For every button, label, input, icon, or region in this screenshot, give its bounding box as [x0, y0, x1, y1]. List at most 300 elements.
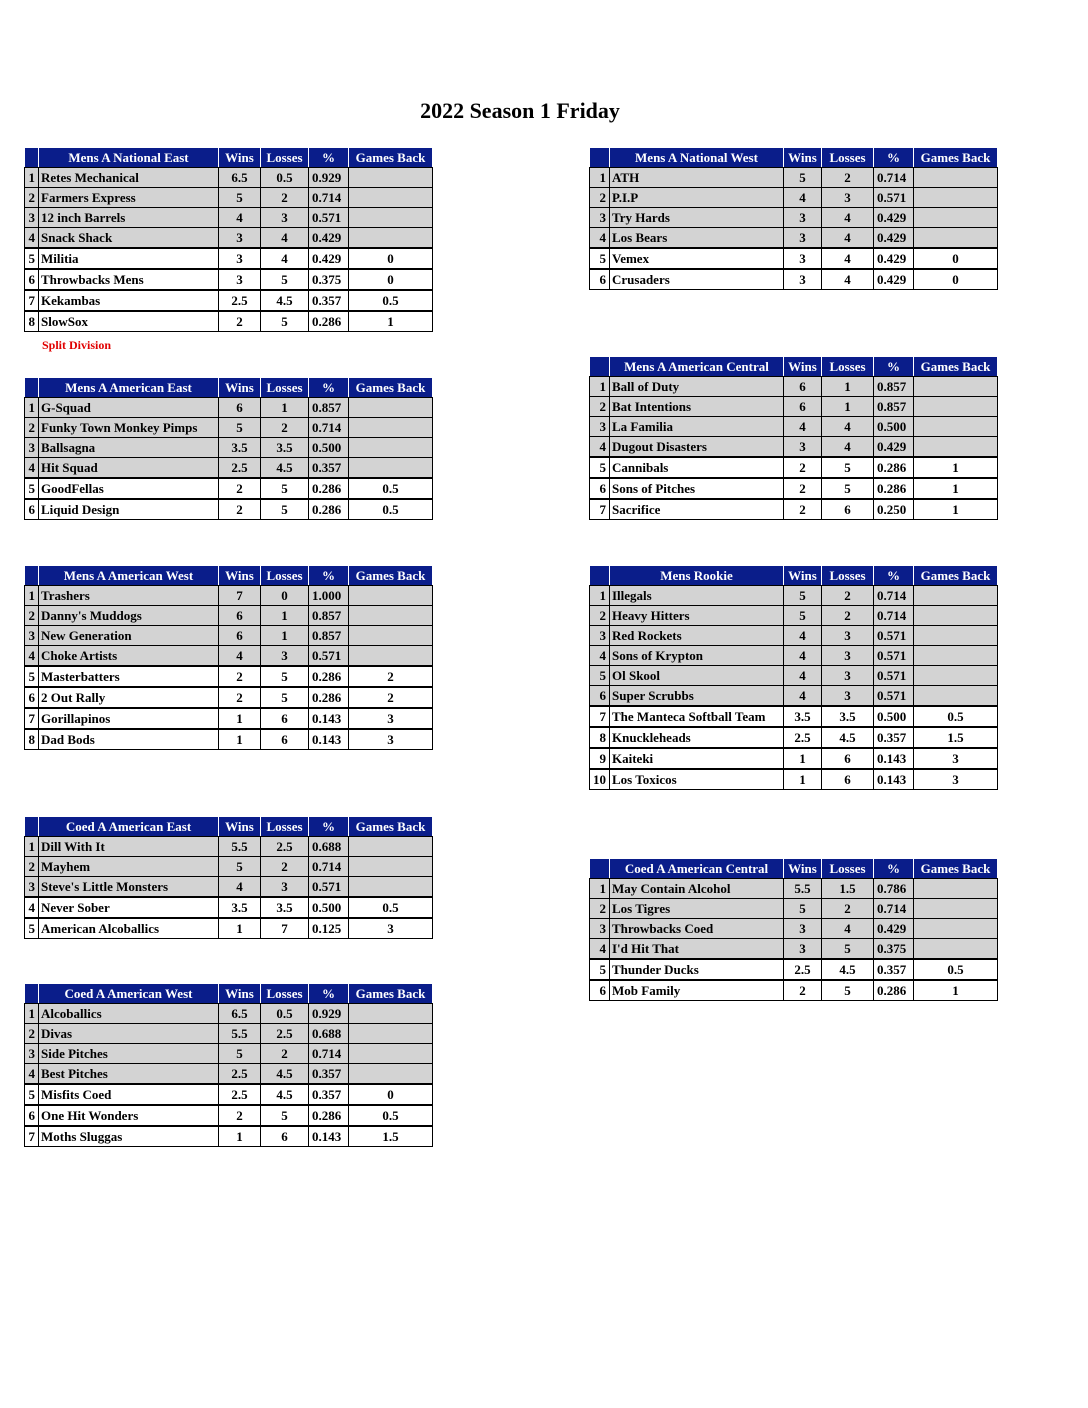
header-pct: %: [309, 566, 349, 586]
header-pct: %: [874, 357, 914, 377]
table-row: [25, 228, 433, 249]
team-losses: 5: [261, 666, 309, 687]
team-pct: 0.500: [309, 897, 349, 918]
team-rank: 8: [25, 311, 39, 332]
team-games-back: 0.5: [914, 706, 998, 727]
team-losses: 3: [822, 188, 874, 208]
header-losses: Losses: [822, 859, 874, 879]
team-pct: 0.286: [309, 687, 349, 708]
team-pct: 0.286: [309, 499, 349, 520]
team-name: New Generation: [39, 626, 219, 646]
team-games-back: 0: [914, 248, 998, 269]
standings-table-coed-a-american-central: [589, 858, 998, 1001]
team-pct: 0.714: [874, 899, 914, 919]
team-losses: 2: [822, 168, 874, 188]
team-pct: 0.286: [309, 478, 349, 499]
team-games-back: [349, 228, 433, 249]
team-name: Ol Skool: [610, 666, 784, 686]
team-wins: 4: [784, 646, 822, 666]
table-row: [25, 188, 433, 208]
team-wins: 2.5: [219, 458, 261, 479]
team-name: SlowSox: [39, 311, 219, 332]
team-losses: 2: [822, 899, 874, 919]
team-games-back: 0.5: [349, 1105, 433, 1126]
team-wins: 2.5: [784, 959, 822, 980]
team-pct: 0.688: [309, 1024, 349, 1044]
team-name: One Hit Wonders: [39, 1105, 219, 1126]
header-pct: %: [309, 148, 349, 168]
team-rank: 5: [25, 478, 39, 499]
team-name: Los Bears: [610, 228, 784, 249]
team-wins: 2.5: [219, 1064, 261, 1085]
team-losses: 1: [822, 397, 874, 417]
team-pct: 0.571: [874, 666, 914, 686]
header-games-back: Games Back: [349, 566, 433, 586]
team-rank: 1: [25, 586, 39, 606]
team-pct: 0.286: [874, 980, 914, 1001]
team-rank: 2: [590, 606, 610, 626]
team-wins: 4: [784, 188, 822, 208]
table-row: [25, 478, 433, 499]
team-wins: 3: [219, 228, 261, 249]
team-name: May Contain Alcohol: [610, 879, 784, 899]
team-games-back: [914, 939, 998, 960]
team-name: ATH: [610, 168, 784, 188]
team-wins: 1: [219, 918, 261, 939]
team-wins: 3.5: [219, 438, 261, 458]
team-rank: 4: [25, 897, 39, 918]
team-pct: 0.500: [874, 706, 914, 727]
team-wins: 2: [784, 457, 822, 478]
table-row: [590, 228, 998, 249]
team-pct: 0.125: [309, 918, 349, 939]
header-rank: [590, 148, 610, 168]
team-games-back: [914, 879, 998, 899]
team-name: Funky Town Monkey Pimps: [39, 418, 219, 438]
team-losses: 4: [822, 248, 874, 269]
table-row: [25, 1105, 433, 1126]
team-losses: 0: [261, 586, 309, 606]
team-pct: 0.857: [874, 377, 914, 397]
team-wins: 2: [784, 980, 822, 1001]
team-wins: 1: [784, 769, 822, 790]
team-wins: 2: [784, 478, 822, 499]
table-row: [25, 606, 433, 626]
team-pct: 0.857: [309, 626, 349, 646]
team-pct: 0.375: [874, 939, 914, 960]
team-losses: 4.5: [822, 959, 874, 980]
team-pct: 0.429: [874, 919, 914, 939]
table-row: [25, 626, 433, 646]
team-games-back: [349, 1044, 433, 1064]
team-games-back: 3: [914, 769, 998, 790]
team-wins: 1: [219, 1126, 261, 1147]
team-pct: 0.714: [309, 188, 349, 208]
team-games-back: 3: [349, 729, 433, 750]
team-name: Side Pitches: [39, 1044, 219, 1064]
team-wins: 2: [219, 1105, 261, 1126]
team-losses: 6: [822, 748, 874, 769]
table-row: [590, 248, 998, 269]
header-rank: [590, 859, 610, 879]
team-losses: 2: [822, 586, 874, 606]
team-name: Kaiteki: [610, 748, 784, 769]
team-wins: 5: [784, 168, 822, 188]
team-games-back: [914, 919, 998, 939]
header-losses: Losses: [261, 984, 309, 1004]
team-rank: 3: [25, 626, 39, 646]
header-rank: [25, 148, 39, 168]
team-games-back: [349, 857, 433, 877]
header-losses: Losses: [261, 566, 309, 586]
team-name: Moths Sluggas: [39, 1126, 219, 1147]
team-rank: 2: [25, 857, 39, 877]
team-games-back: [349, 586, 433, 606]
team-games-back: 2: [349, 687, 433, 708]
team-games-back: [914, 437, 998, 458]
team-wins: 5.5: [784, 879, 822, 899]
team-games-back: [914, 208, 998, 228]
team-rank: 3: [25, 438, 39, 458]
team-name: Red Rockets: [610, 626, 784, 646]
team-pct: 0.429: [309, 248, 349, 269]
team-wins: 2: [784, 499, 822, 520]
team-rank: 3: [590, 208, 610, 228]
table-row: [590, 686, 998, 707]
team-wins: 3: [784, 228, 822, 249]
table-row: [25, 208, 433, 228]
table-row: [25, 729, 433, 750]
table-row: [590, 939, 998, 960]
team-rank: 5: [590, 457, 610, 478]
team-losses: 5: [822, 939, 874, 960]
team-pct: 0.857: [874, 397, 914, 417]
team-pct: 0.429: [874, 269, 914, 290]
team-games-back: 3: [349, 708, 433, 729]
team-name: Never Sober: [39, 897, 219, 918]
table-row: [590, 478, 998, 499]
team-name: The Manteca Softball Team: [610, 706, 784, 727]
table-row: [25, 1024, 433, 1044]
table-row: [25, 1084, 433, 1105]
team-pct: 0.143: [874, 769, 914, 790]
team-wins: 2: [219, 687, 261, 708]
team-wins: 4: [219, 877, 261, 898]
team-losses: 4: [822, 208, 874, 228]
team-name: Gorillapinos: [39, 708, 219, 729]
team-games-back: [914, 606, 998, 626]
team-rank: 3: [25, 877, 39, 898]
team-rank: 2: [590, 899, 610, 919]
team-rank: 3: [590, 919, 610, 939]
table-row: [25, 458, 433, 479]
team-rank: 3: [590, 417, 610, 437]
team-pct: 0.571: [309, 208, 349, 228]
team-name: Ball of Duty: [610, 377, 784, 397]
team-wins: 3: [784, 248, 822, 269]
team-name: Militia: [39, 248, 219, 269]
team-pct: 0.929: [309, 1004, 349, 1024]
team-wins: 6.5: [219, 1004, 261, 1024]
table-row: [25, 1126, 433, 1147]
header-wins: Wins: [219, 148, 261, 168]
team-rank: 1: [590, 879, 610, 899]
team-wins: 6: [219, 606, 261, 626]
team-games-back: 0.5: [349, 499, 433, 520]
team-wins: 1: [784, 748, 822, 769]
team-rank: 4: [25, 1064, 39, 1085]
table-row: [25, 897, 433, 918]
team-losses: 3.5: [261, 897, 309, 918]
team-losses: 4: [822, 919, 874, 939]
team-wins: 6: [784, 397, 822, 417]
team-games-back: [349, 168, 433, 188]
team-rank: 4: [25, 458, 39, 479]
team-rank: 6: [25, 687, 39, 708]
team-name: American Alcoballics: [39, 918, 219, 939]
team-name: Best Pitches: [39, 1064, 219, 1085]
team-pct: 0.857: [309, 398, 349, 418]
table-row: [590, 748, 998, 769]
table-row: [590, 980, 998, 1001]
team-rank: 4: [590, 939, 610, 960]
standings-table-mens-a-american-east: [24, 377, 433, 520]
team-wins: 3: [784, 269, 822, 290]
team-name: Ballsagna: [39, 438, 219, 458]
team-wins: 2: [219, 499, 261, 520]
division-name: Mens A American West: [39, 566, 219, 586]
team-pct: 0.429: [874, 228, 914, 249]
team-wins: 4: [784, 686, 822, 707]
team-wins: 3: [784, 437, 822, 458]
team-wins: 1: [219, 708, 261, 729]
team-name: Mayhem: [39, 857, 219, 877]
team-pct: 0.714: [309, 857, 349, 877]
team-wins: 2: [219, 666, 261, 687]
team-games-back: [914, 666, 998, 686]
team-wins: 4: [784, 626, 822, 646]
header-pct: %: [874, 148, 914, 168]
header-rank: [25, 566, 39, 586]
team-losses: 5: [261, 269, 309, 290]
team-name: La Familia: [610, 417, 784, 437]
table-row: [25, 877, 433, 898]
team-wins: 6: [784, 377, 822, 397]
team-losses: 4: [822, 269, 874, 290]
standings-table-coed-a-american-west: [24, 983, 433, 1147]
team-pct: 0.571: [874, 686, 914, 707]
table-row: [25, 499, 433, 520]
team-wins: 2: [219, 311, 261, 332]
team-losses: 5: [261, 687, 309, 708]
team-pct: 0.571: [874, 188, 914, 208]
team-name: Bat Intentions: [610, 397, 784, 417]
team-wins: 3.5: [784, 706, 822, 727]
team-name: Misfits Coed: [39, 1084, 219, 1105]
team-wins: 6: [219, 398, 261, 418]
team-name: Kekambas: [39, 290, 219, 311]
team-pct: 0.357: [309, 290, 349, 311]
header-games-back: Games Back: [914, 148, 998, 168]
standings-table-mens-a-national-east: [24, 147, 433, 332]
team-losses: 3: [822, 666, 874, 686]
team-pct: 0.143: [309, 1126, 349, 1147]
team-rank: 9: [590, 748, 610, 769]
table-row: [25, 1044, 433, 1064]
team-name: Farmers Express: [39, 188, 219, 208]
team-losses: 5: [822, 980, 874, 1001]
team-losses: 2: [261, 1044, 309, 1064]
table-row: [25, 168, 433, 188]
team-rank: 6: [25, 269, 39, 290]
team-rank: 3: [590, 626, 610, 646]
table-header-row: [25, 817, 433, 837]
team-pct: 0.571: [309, 877, 349, 898]
division-name: Mens A American East: [39, 378, 219, 398]
header-wins: Wins: [219, 378, 261, 398]
team-rank: 5: [25, 248, 39, 269]
team-pct: 0.500: [874, 417, 914, 437]
team-wins: 4: [219, 646, 261, 667]
header-losses: Losses: [261, 378, 309, 398]
team-name: Hit Squad: [39, 458, 219, 479]
team-name: G-Squad: [39, 398, 219, 418]
table-row: [25, 438, 433, 458]
standings-table-mens-a-american-west: [24, 565, 433, 750]
team-games-back: 1.5: [914, 727, 998, 748]
table-row: [25, 269, 433, 290]
team-rank: 6: [590, 686, 610, 707]
team-games-back: 0.5: [349, 290, 433, 311]
header-games-back: Games Back: [349, 378, 433, 398]
team-wins: 4: [219, 208, 261, 228]
team-wins: 6.5: [219, 168, 261, 188]
team-games-back: [914, 626, 998, 646]
team-wins: 5: [219, 857, 261, 877]
header-losses: Losses: [822, 566, 874, 586]
team-pct: 0.286: [309, 666, 349, 687]
team-losses: 5: [261, 499, 309, 520]
team-rank: 1: [590, 377, 610, 397]
header-rank: [25, 984, 39, 1004]
table-row: [25, 646, 433, 667]
team-name: Vemex: [610, 248, 784, 269]
team-wins: 3: [784, 208, 822, 228]
header-wins: Wins: [219, 566, 261, 586]
team-pct: 0.714: [309, 418, 349, 438]
table-row: [25, 837, 433, 857]
team-losses: 7: [261, 918, 309, 939]
team-rank: 4: [590, 437, 610, 458]
team-games-back: [349, 398, 433, 418]
team-wins: 5: [219, 188, 261, 208]
team-name: Mob Family: [610, 980, 784, 1001]
team-rank: 6: [25, 499, 39, 520]
team-losses: 4.5: [822, 727, 874, 748]
header-games-back: Games Back: [349, 817, 433, 837]
team-losses: 3: [822, 686, 874, 707]
team-games-back: [349, 837, 433, 857]
team-rank: 2: [590, 397, 610, 417]
team-rank: 4: [590, 646, 610, 666]
header-rank: [25, 378, 39, 398]
team-pct: 1.000: [309, 586, 349, 606]
team-pct: 0.286: [309, 311, 349, 332]
team-wins: 3: [219, 248, 261, 269]
team-name: P.I.P: [610, 188, 784, 208]
team-pct: 0.786: [874, 879, 914, 899]
header-games-back: Games Back: [914, 357, 998, 377]
team-rank: 1: [590, 168, 610, 188]
table-row: [590, 499, 998, 520]
header-losses: Losses: [261, 148, 309, 168]
team-losses: 4: [261, 228, 309, 249]
table-row: [590, 919, 998, 939]
team-pct: 0.571: [309, 646, 349, 667]
table-row: [590, 769, 998, 790]
team-games-back: 0.5: [349, 478, 433, 499]
team-rank: 6: [590, 980, 610, 1001]
team-name: Sons of Pitches: [610, 478, 784, 499]
team-name: Dugout Disasters: [610, 437, 784, 458]
team-pct: 0.357: [309, 458, 349, 479]
table-row: [25, 248, 433, 269]
team-games-back: 0.5: [349, 897, 433, 918]
team-rank: 1: [25, 837, 39, 857]
team-losses: 1: [261, 606, 309, 626]
team-losses: 4.5: [261, 290, 309, 311]
table-row: [590, 168, 998, 188]
table-header-row: [25, 148, 433, 168]
table-row: [25, 586, 433, 606]
team-name: Liquid Design: [39, 499, 219, 520]
team-games-back: 0: [349, 269, 433, 290]
team-name: Steve's Little Monsters: [39, 877, 219, 898]
division-name: Mens Rookie: [610, 566, 784, 586]
team-name: GoodFellas: [39, 478, 219, 499]
table-row: [590, 899, 998, 919]
table-header-row: [25, 378, 433, 398]
table-row: [590, 586, 998, 606]
header-pct: %: [309, 378, 349, 398]
team-losses: 3: [822, 646, 874, 666]
table-header-row: [25, 566, 433, 586]
table-row: [590, 188, 998, 208]
team-losses: 5: [261, 478, 309, 499]
table-row: [25, 708, 433, 729]
team-wins: 5.5: [219, 837, 261, 857]
team-rank: 2: [25, 418, 39, 438]
team-pct: 0.929: [309, 168, 349, 188]
team-rank: 7: [25, 1126, 39, 1147]
table-header-row: [590, 566, 998, 586]
team-losses: 2: [261, 857, 309, 877]
team-pct: 0.429: [874, 437, 914, 458]
team-rank: 6: [590, 269, 610, 290]
team-rank: 7: [590, 499, 610, 520]
team-pct: 0.286: [874, 478, 914, 499]
team-rank: 5: [25, 918, 39, 939]
team-losses: 4: [822, 417, 874, 437]
table-row: [25, 918, 433, 939]
team-name: Divas: [39, 1024, 219, 1044]
team-wins: 4: [784, 417, 822, 437]
team-games-back: [914, 417, 998, 437]
team-losses: 3.5: [261, 438, 309, 458]
team-games-back: [349, 1024, 433, 1044]
team-losses: 1.5: [822, 879, 874, 899]
team-games-back: [349, 626, 433, 646]
